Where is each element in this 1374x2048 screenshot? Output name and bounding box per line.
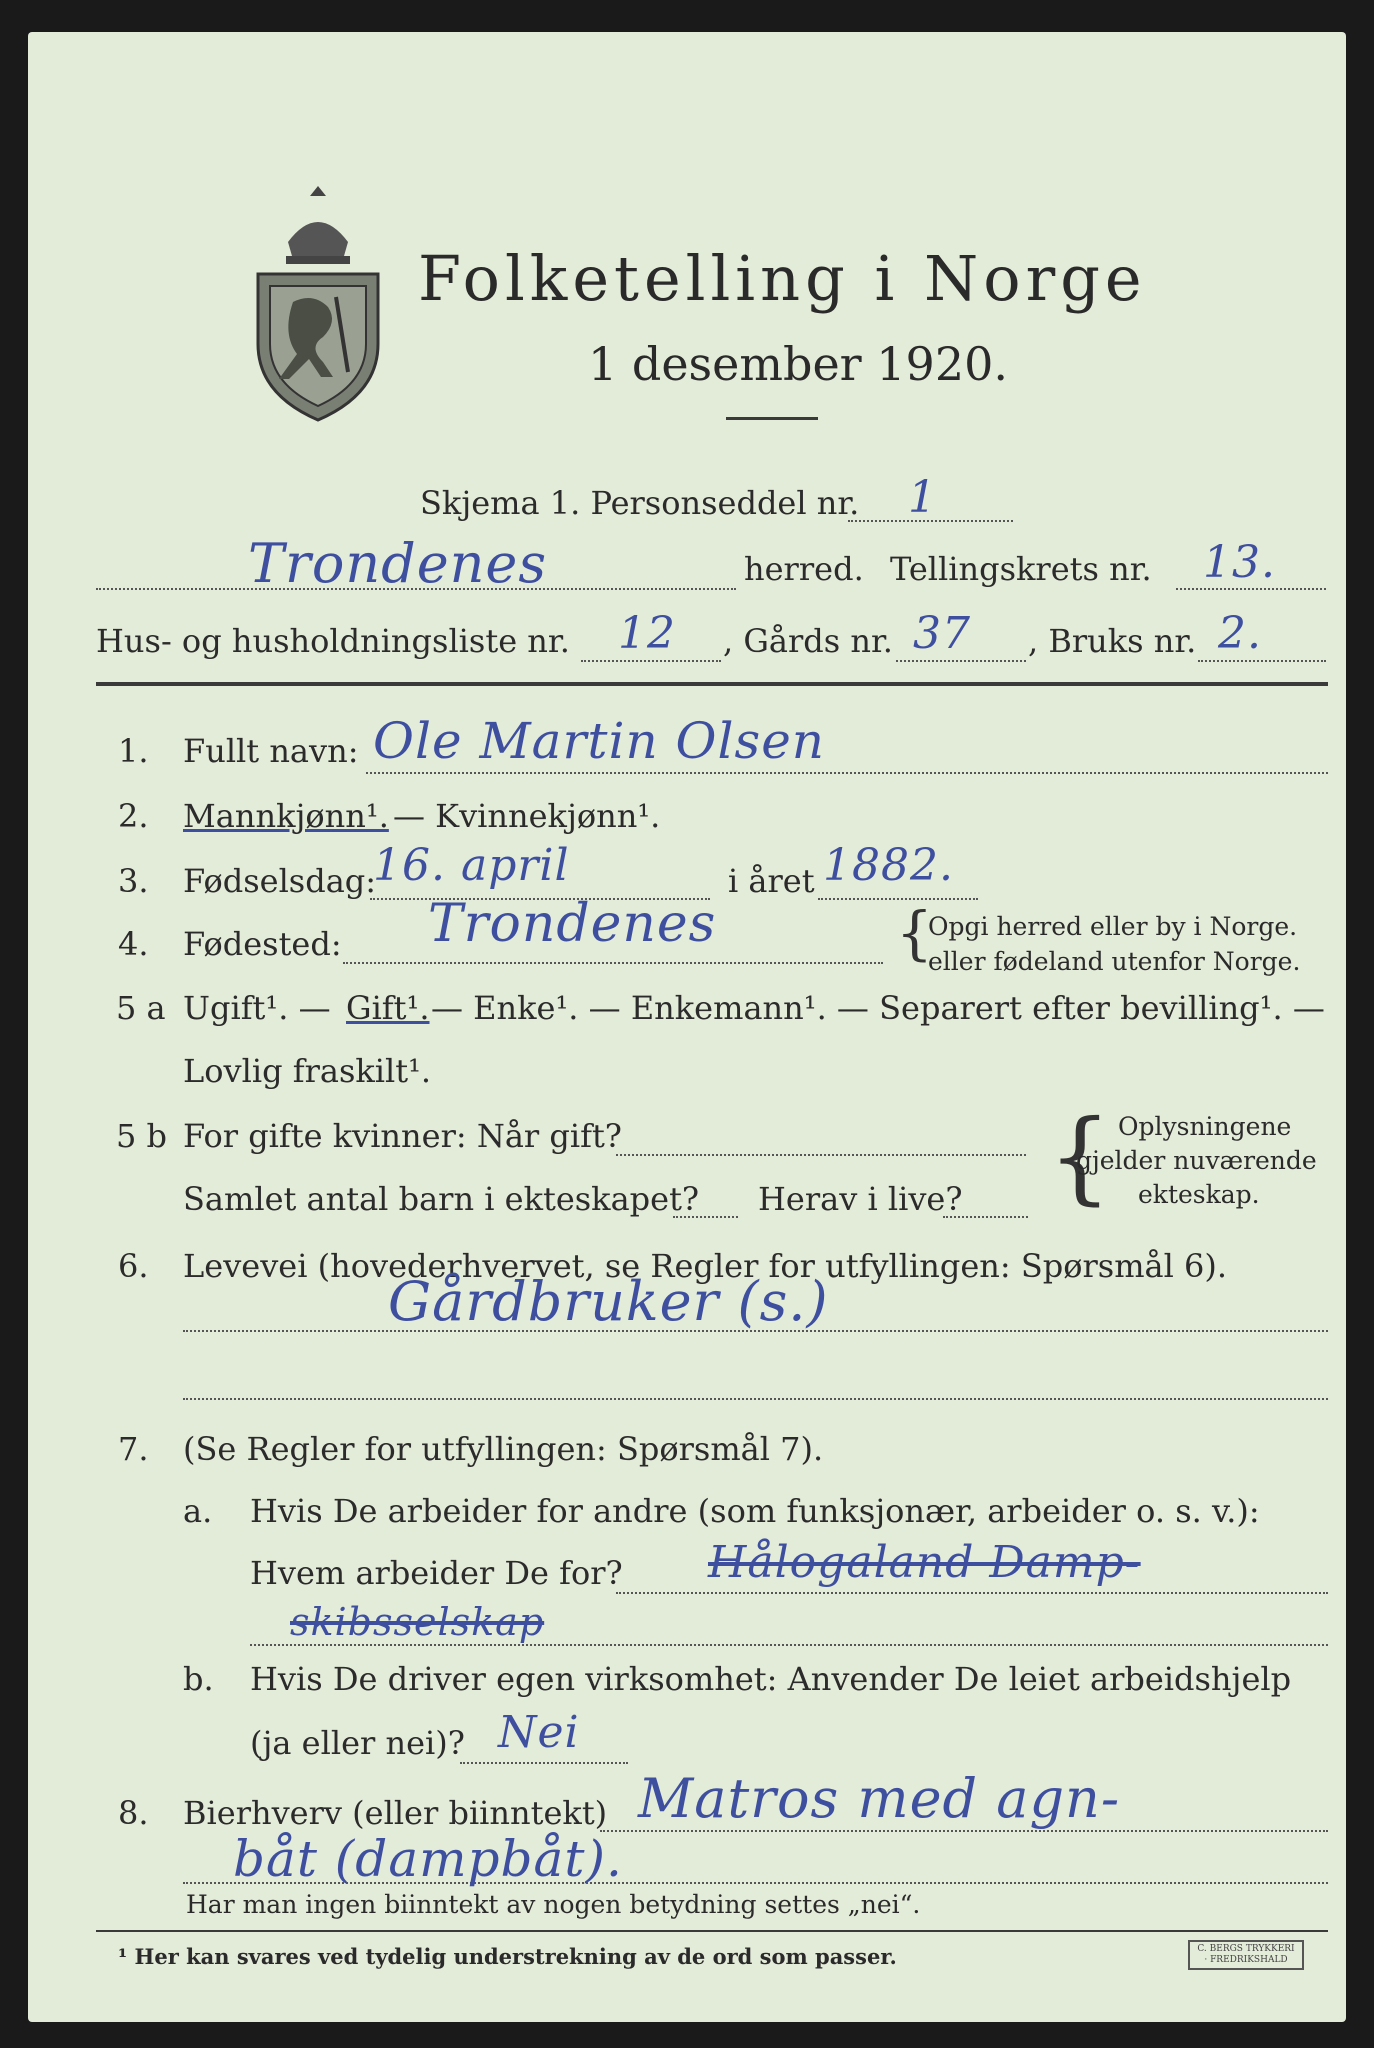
employer-line-1 (616, 1592, 1328, 1594)
q8-label: Bierhverv (eller biinntekt) (183, 1794, 608, 1832)
side-income-value-1: Matros med agn- (638, 1767, 1121, 1830)
husliste-line (581, 660, 721, 662)
form-date: 1 desember 1920. (588, 337, 1008, 391)
herav-line (943, 1216, 1028, 1218)
name-line (366, 772, 1328, 774)
q6-label: Levevei (hovederhvervet, se Regler for utfyllingen: Spørsmål 6). (183, 1247, 1228, 1285)
husliste-value: 12 (618, 608, 676, 659)
q4-number: 4. (118, 925, 149, 963)
header-rule (96, 682, 1328, 686)
personseddel-value: 1 (908, 472, 937, 523)
gift-option: Gift¹. (346, 989, 430, 1027)
side-income-value-2: båt (dampbåt). (233, 1830, 623, 1888)
full-name-value: Ole Martin Olsen (373, 712, 825, 770)
printer-stamp: C. BERGS TRYKKERI · FREDRIKSHALD (1188, 1940, 1304, 1970)
mannkjonn-option: Mannkjønn¹. (183, 797, 389, 835)
fraskilt-option: Lovlig fraskilt¹. (183, 1052, 432, 1090)
herred-value: Trondenes (248, 532, 548, 595)
samlet-barn-label: Samlet antal barn i ekteskapet? (183, 1180, 700, 1218)
q5b-number: 5 b (116, 1117, 168, 1155)
occupation-line-2 (183, 1398, 1328, 1400)
tellingskrets-label: Tellingskrets nr. (890, 550, 1152, 588)
coat-of-arms-icon (248, 182, 388, 422)
q4-note-1: Opgi herred eller by i Norge. (928, 912, 1298, 941)
q7b-letter: b. (183, 1660, 214, 1698)
q5b-brace: { (1048, 1098, 1112, 1215)
q1-number: 1. (118, 732, 149, 770)
hired-help-value: Nei (498, 1707, 580, 1758)
birthplace-line (343, 962, 883, 964)
census-form (28, 32, 1346, 2022)
q5b-label: For gifte kvinner: Når gift? (183, 1117, 622, 1155)
hired-help-line (460, 1762, 628, 1764)
occupation-value: Gårdbruker (s.) (388, 1270, 829, 1333)
q7b-text: Hvis De driver egen virksomhet: Anvender De leiet arbeidshjelp (250, 1660, 1292, 1698)
q5b-note-1: Oplysningene (1118, 1112, 1292, 1141)
gards-value: 37 (913, 608, 971, 659)
q8-note: Har man ingen biinntekt av nogen betydning settes „nei“. (186, 1890, 921, 1919)
q8-number: 8. (118, 1794, 149, 1832)
ugift-option: Ugift¹. — (183, 989, 331, 1027)
q7a-text: Hvis De arbeider for andre (som funksjonær, arbeider o. s. v.): (250, 1492, 1260, 1530)
kvinnekjonn-option: — Kvinnekjønn¹. (393, 797, 661, 835)
title-divider (726, 417, 818, 420)
q7b-question: (ja eller nei)? (250, 1724, 465, 1762)
form-title: Folketelling i Norge (418, 242, 1147, 315)
aret-label: i året (728, 862, 815, 900)
employer-line-2 (250, 1644, 1328, 1646)
q4-label: Fødested: (183, 925, 342, 963)
q7-label: (Se Regler for utfyllingen: Spørsmål 7). (183, 1430, 824, 1468)
skjema-label: Skjema 1. Personseddel nr. (420, 484, 860, 522)
employer-value-1: Hålogaland Damp- (708, 1537, 1141, 1588)
q6-number: 6. (118, 1247, 149, 1285)
q5b-note-2: gjelder nuværende (1076, 1146, 1317, 1175)
q3-number: 3. (118, 862, 149, 900)
herred-label: herred. (744, 550, 864, 588)
bruks-label: , Bruks nr. (1028, 622, 1197, 660)
q4-brace: { (896, 899, 933, 967)
bruks-value: 2. (1218, 608, 1262, 659)
tellingskrets-value: 13. (1203, 537, 1276, 588)
q1-label: Fullt navn: (183, 732, 359, 770)
bruks-line (1198, 660, 1326, 662)
q7a-letter: a. (183, 1492, 213, 1530)
birthyear-value: 1882. (823, 840, 954, 891)
gards-label: , Gårds nr. (723, 622, 893, 660)
q3-label: Fødselsdag: (183, 862, 377, 900)
q5a-number: 5 a (116, 989, 166, 1027)
samlet-barn-line (673, 1216, 738, 1218)
q4-note-2: eller fødeland utenfor Norge. (928, 947, 1301, 976)
husliste-label: Hus- og husholdningsliste nr. (96, 622, 570, 660)
q7a-question: Hvem arbeider De for? (250, 1554, 623, 1592)
tellingskrets-line (1176, 588, 1326, 590)
herav-label: Herav i live? (758, 1180, 963, 1218)
footnote: ¹ Her kan svares ved tydelig understrekning av de ord som passer. (118, 1944, 897, 1969)
q2-number: 2. (118, 797, 149, 835)
birthday-value: 16. april (373, 840, 570, 891)
employer-value-2: skibsselskap (290, 1600, 545, 1644)
side-income-line-1 (600, 1830, 1328, 1832)
footnote-rule (96, 1930, 1328, 1932)
q5b-note-3: ekteskap. (1138, 1180, 1260, 1209)
q7-number: 7. (118, 1430, 149, 1468)
nar-gift-line (616, 1154, 1026, 1156)
gards-line (896, 660, 1026, 662)
q5a-other-options: — Enke¹. — Enkemann¹. — Separert efter bevilling¹. — (431, 989, 1325, 1027)
birthplace-value: Trondenes (428, 894, 717, 954)
